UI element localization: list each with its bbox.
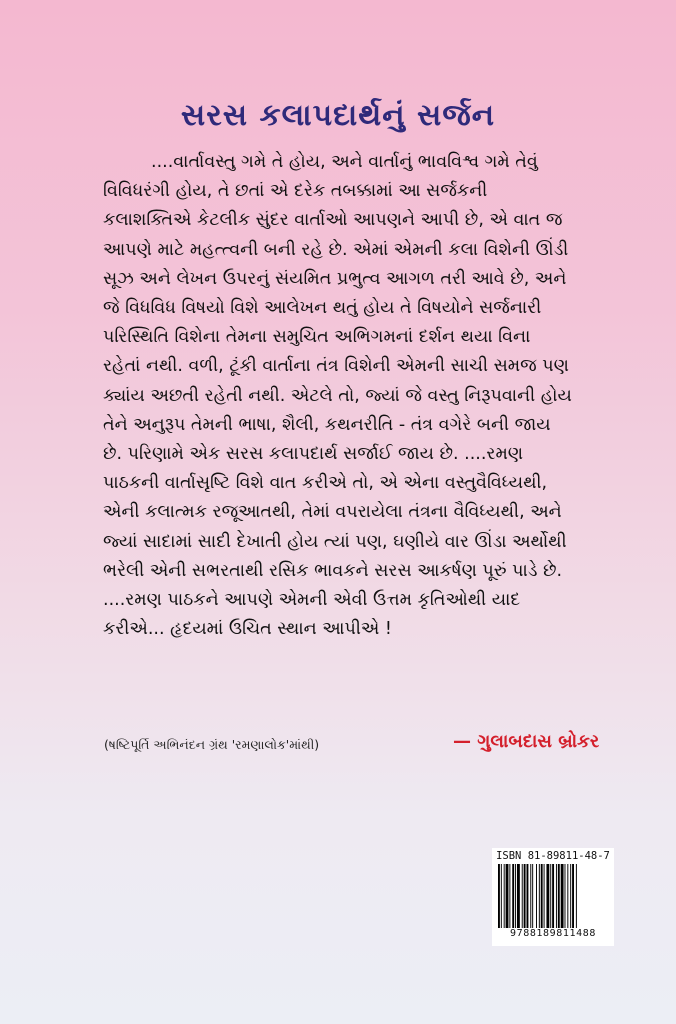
body-line: છે. પરિણામે એક સરસ કલાપદાર્થ સર્જાઈ જાય છે. ....રમણ — [103, 444, 524, 465]
body-line: આપણે માટે મહત્ત્વની બની રહે છે. એમાં એમની કલા વિશેની ઊંડી — [103, 239, 569, 260]
body-paragraph — [103, 148, 633, 644]
isbn-barcode — [492, 848, 614, 946]
author-signature: — ગુલાબદાસ બ્રોકર — [453, 731, 600, 752]
body-line: ....વાર્તાવસ્તુ ગમે તે હોય, અને વાર્તાનું ભાવવિશ્વ ગમે તેવું — [151, 152, 538, 172]
body-line: પરિસ્થિતિ વિશેના તેમના સમુચિત અભિગમનાં દર્શન થયા વિના — [103, 327, 531, 348]
ean-number: 9788189811488 — [509, 928, 597, 939]
page-title: સરસ કલાપદાર્થનું સર્જન — [180, 98, 496, 133]
body-line: જે વિધવિધ વિષયો વિશે આલેખન થતું હોય તે વિષયોને સર્જનારી — [103, 298, 542, 319]
body-line: એની કલાત્મક રજૂઆતથી, તેમાં વપરાયેલા તંત્રના વૈવિધ્યથી, અને — [103, 502, 562, 523]
body-line: ભરેલી એની સભરતાથી રસિક ભાવકને સરસ આકર્ષણ પૂરું પાડે છે. — [103, 560, 563, 581]
body-line: જ્યાં સાદામાં સાદી દેખાતી હોય ત્યાં પણ, ઘણીયે વાર ઊંડા અર્થોથી — [103, 531, 567, 552]
body-line: તેને અનુરૂપ તેમની ભાષા, શૈલી, કથનરીતિ - તંત્ર વગેરે બની જાય — [103, 414, 551, 435]
source-note: (ષષ્ટિપૂર્તિ અભિનંદન ગ્રંથ 'રમણાલોક'માંથી) — [104, 737, 320, 752]
body-line: ક્યાંય અછતી રહેતી નથી. એટલે તો, જ્યાં જે વસ્તુ નિરૂપવાની હોય — [103, 385, 572, 406]
body-line: કલાશક્તિએ કેટલીક સુંદર વાર્તાઓ આપણને આપી છે, એ વાત જ — [103, 210, 563, 231]
body-line: ....રમણ પાઠકને આપણે એમની એવી ઉત્તમ કૃતિઓથી યાદ — [103, 590, 521, 611]
isbn-label: ISBN 81-89811-48-7 — [496, 850, 610, 862]
body-line: વિવિધરંગી હોય, તે છતાં એ દરેક તબક્કામાં આ સર્જકની — [103, 181, 488, 202]
body-line: સૂઝ અને લેખન ઉપરનું સંયમિત પ્રભુત્વ આગળ તરી આવે છે, અને — [103, 268, 567, 289]
body-line: પાઠકની વાર્તાસૃષ્ટિ વિશે વાત કરીએ તો, એ એના વસ્તુવૈવિધ્યથી, — [103, 473, 548, 494]
body-line: કરીએ... હૃદયમાં ઉચિત સ્થાન આપીએ ! — [103, 619, 392, 640]
body-line: રહેતાં નથી. વળી, ટૂંકી વાર્તાના તંત્ર વિશેની એમની સાચી સમજ પણ — [103, 356, 569, 377]
barcode-bars — [496, 864, 610, 928]
